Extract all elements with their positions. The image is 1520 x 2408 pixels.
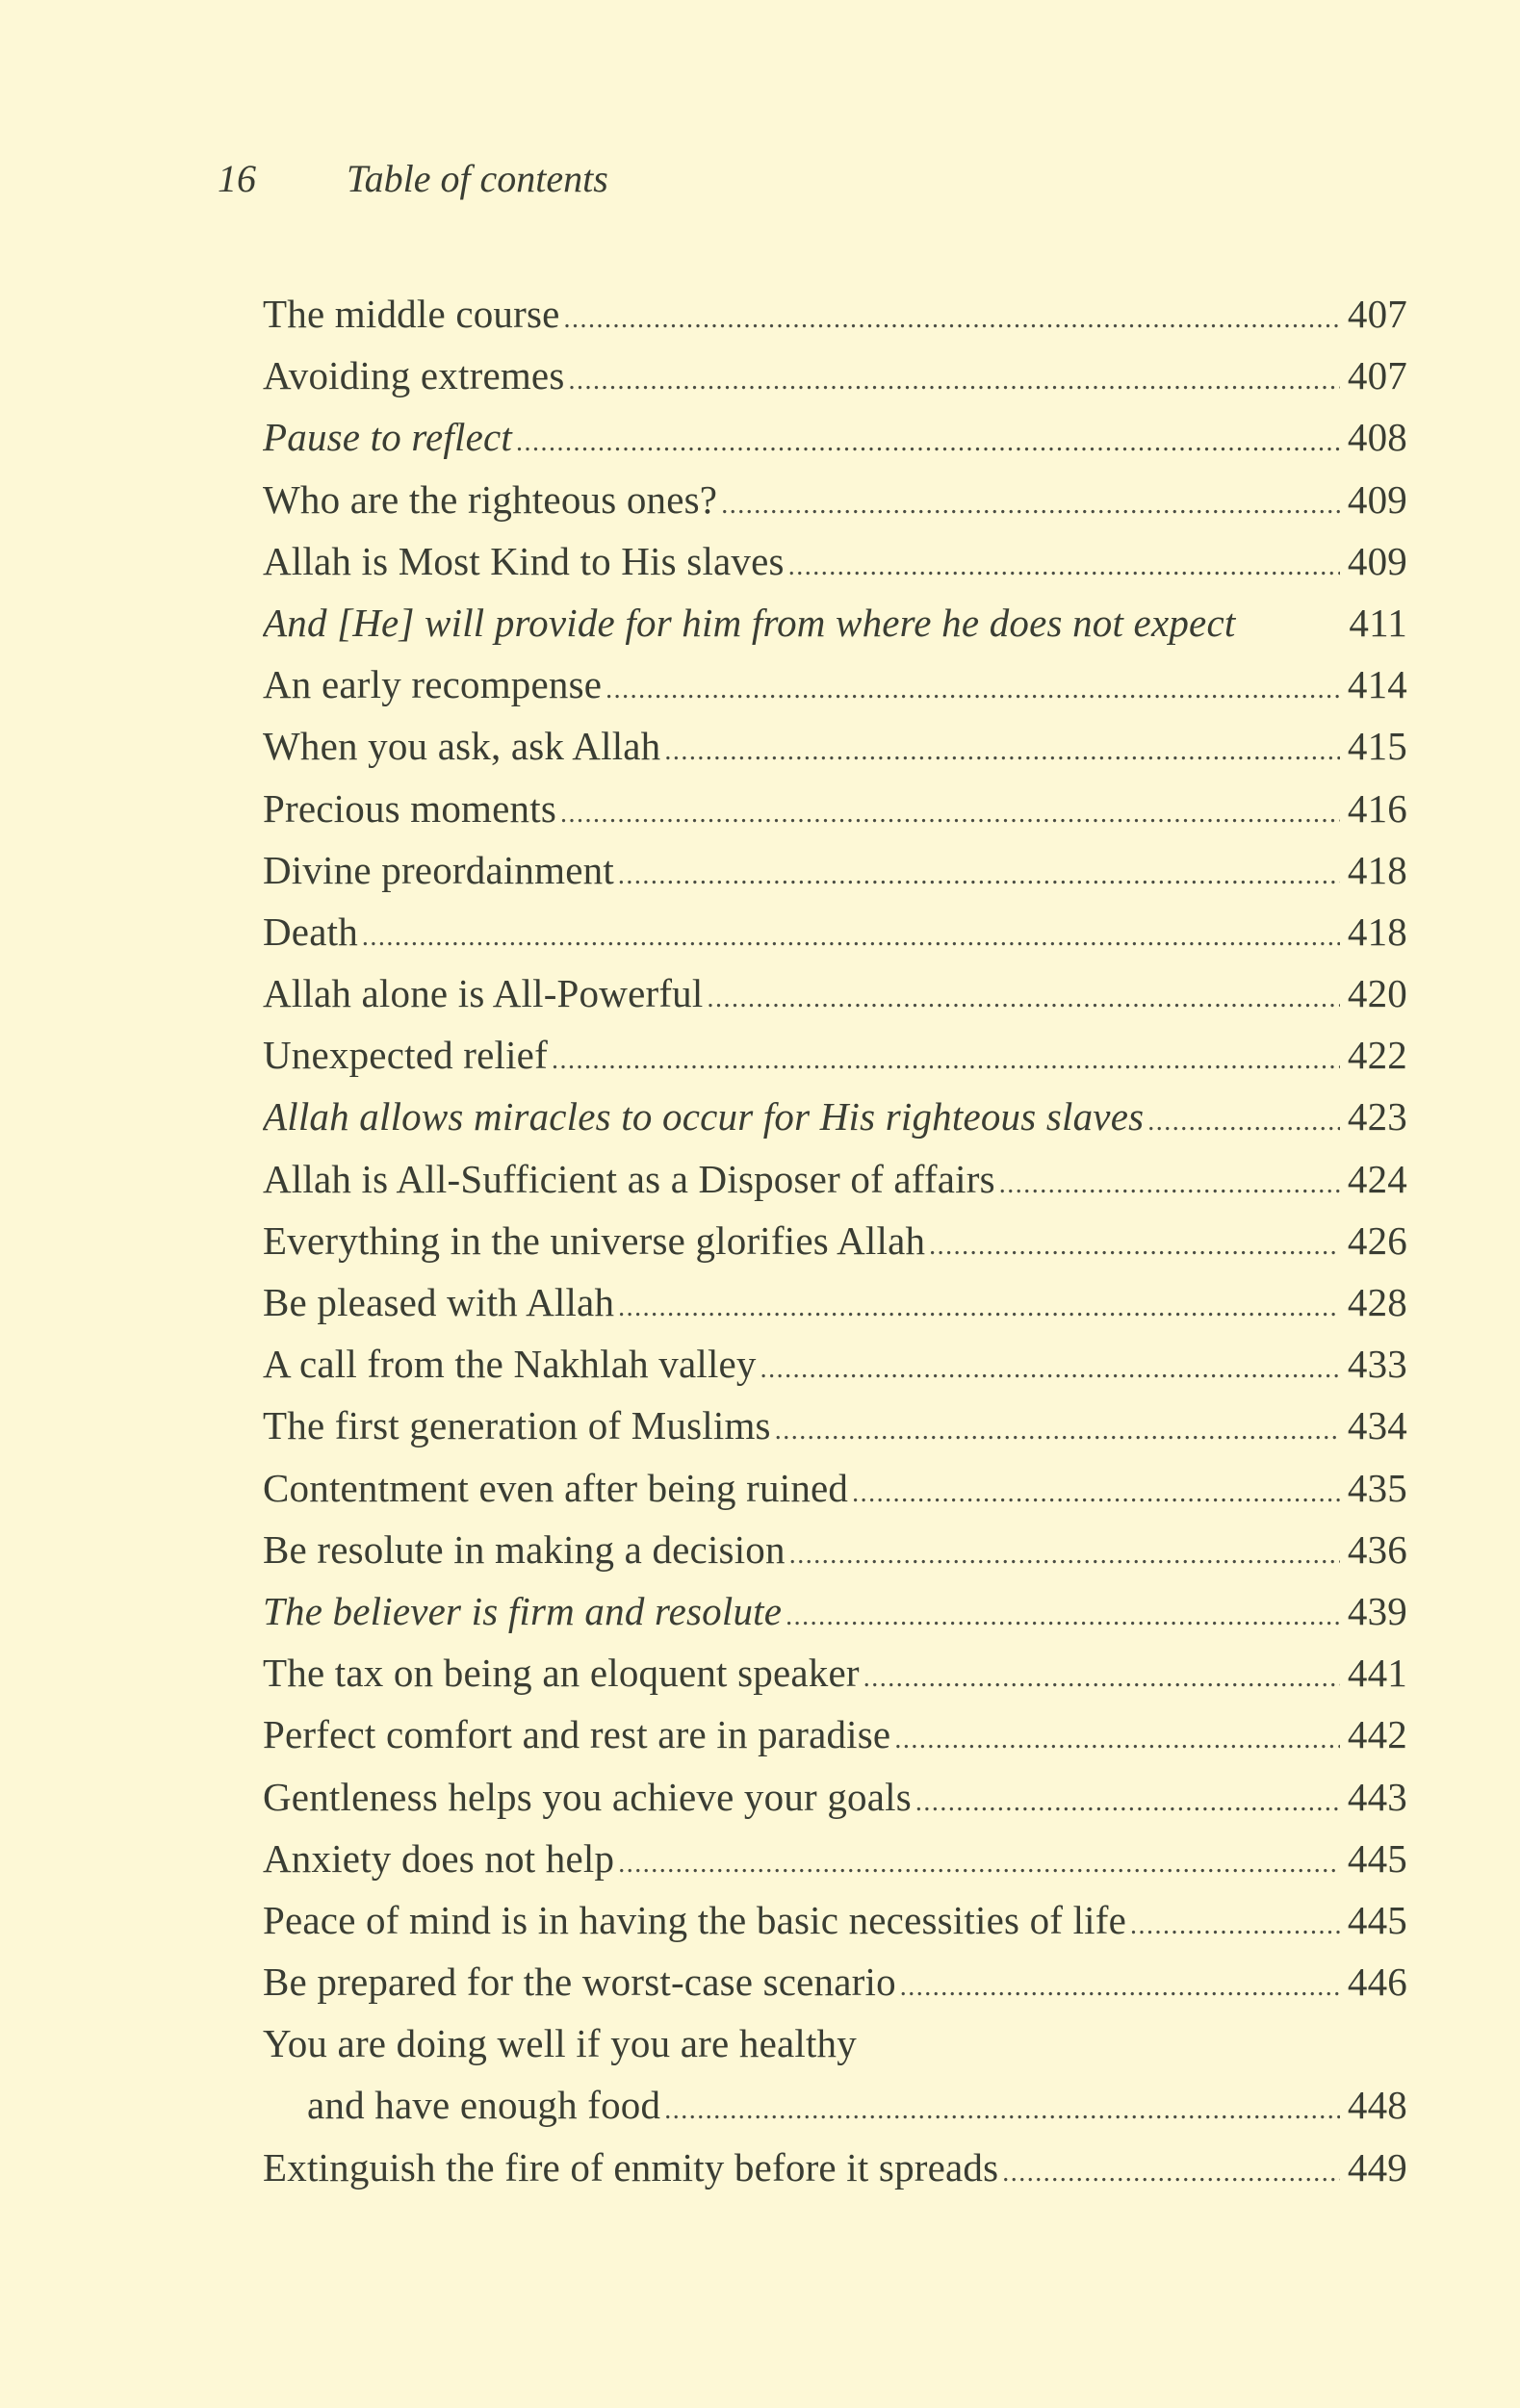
- toc-entry-page: 448: [1347, 2083, 1407, 2128]
- toc-entry[interactable]: [263, 469, 1407, 530]
- dot-leader: [894, 1709, 1340, 1765]
- dot-leader: [568, 350, 1340, 406]
- toc-entry[interactable]: [263, 1766, 1407, 1828]
- toc-entry-title: Extinguish the fire of enmity before it spreads: [263, 2144, 999, 2190]
- toc-entry-page: 445: [1347, 1897, 1407, 1942]
- dot-leader: [516, 412, 1340, 468]
- toc-entry[interactable]: [263, 1457, 1407, 1519]
- toc-entry-page: 443: [1347, 1774, 1407, 1819]
- toc-entry-title: Unexpected relief: [263, 1033, 548, 1078]
- toc-entry[interactable]: [263, 1148, 1407, 1210]
- toc-entry[interactable]: [263, 1333, 1407, 1395]
- dot-leader: [1002, 2142, 1340, 2198]
- toc-entry-title: Anxiety does not help: [263, 1835, 615, 1881]
- dot-leader: [605, 659, 1340, 715]
- toc-entry[interactable]: [263, 345, 1407, 406]
- toc-entry-title: Allah alone is All-Powerful: [263, 971, 704, 1016]
- toc-entry-title: The middle course: [263, 292, 560, 336]
- dot-leader: [560, 783, 1340, 839]
- toc-entry[interactable]: [263, 1271, 1407, 1333]
- toc-entry-page: 414: [1347, 662, 1407, 707]
- toc-entry-title: Avoiding extremes: [263, 353, 565, 398]
- toc-entry-title: The first generation of Muslims: [263, 1403, 771, 1448]
- toc-entry[interactable]: [263, 406, 1407, 468]
- page-number: 16: [218, 157, 256, 200]
- dot-leader: [1130, 1895, 1340, 1951]
- toc-entry-title: An early recompense: [263, 662, 603, 707]
- toc-entry[interactable]: [263, 1828, 1407, 1889]
- toc-entry[interactable]: [263, 839, 1407, 901]
- dot-leader: [664, 721, 1340, 777]
- dot-leader: [789, 1524, 1340, 1580]
- toc-entry[interactable]: [263, 2074, 1407, 2136]
- toc-entry[interactable]: [263, 592, 1407, 653]
- toc-entry-page: 445: [1347, 1835, 1407, 1881]
- toc-entry-title: Perfect comfort and rest are in paradise: [263, 1712, 891, 1757]
- toc-entry-title: The tax on being an eloquent speaker: [263, 1651, 860, 1696]
- toc-entry-page: 418: [1347, 847, 1407, 892]
- dot-leader: [362, 907, 1340, 962]
- dot-leader: [707, 968, 1340, 1024]
- dot-leader: [664, 2080, 1340, 2136]
- dot-leader: [929, 1216, 1340, 1271]
- dot-leader: [900, 1957, 1340, 2012]
- toc-entry[interactable]: [263, 1395, 1407, 1456]
- dot-leader: [552, 1030, 1340, 1086]
- toc-entry-title: Death: [263, 909, 358, 954]
- table-of-contents: [263, 283, 1407, 2198]
- toc-entry-page: 411: [1349, 600, 1407, 645]
- toc-entry-title: Allah is All-Sufficient as a Disposer of affairs: [263, 1156, 995, 1201]
- dot-leader: [618, 845, 1340, 901]
- toc-entry-title: Who are the righteous ones?: [263, 476, 718, 522]
- dot-leader: [999, 1154, 1340, 1210]
- toc-entry-page: 416: [1347, 785, 1407, 831]
- toc-entry[interactable]: [263, 1086, 1407, 1147]
- toc-entry-title: Gentleness helps you achieve your goals: [263, 1774, 912, 1819]
- toc-entry-page: 420: [1347, 971, 1407, 1016]
- toc-entry[interactable]: [263, 283, 1407, 345]
- toc-entry-page: 441: [1347, 1651, 1407, 1696]
- toc-entry-page: 449: [1347, 2144, 1407, 2190]
- toc-entry[interactable]: [263, 962, 1407, 1024]
- toc-entry-page: 428: [1347, 1280, 1407, 1324]
- toc-entry-page: 435: [1347, 1465, 1407, 1510]
- running-header: [218, 152, 608, 206]
- toc-entry[interactable]: [263, 2012, 1407, 2074]
- dot-leader: [721, 474, 1340, 530]
- toc-entry-title: and have enough food: [307, 2083, 661, 2128]
- dot-leader: [760, 1339, 1340, 1395]
- toc-entry[interactable]: [263, 530, 1407, 592]
- toc-entry-title: Be pleased with Allah: [263, 1280, 615, 1324]
- toc-entry-page: 442: [1347, 1712, 1407, 1757]
- toc-entry-title: Contentment even after being ruined: [263, 1465, 849, 1510]
- toc-entry-page: 424: [1347, 1156, 1407, 1201]
- toc-entry-page: 439: [1347, 1588, 1407, 1633]
- toc-entry[interactable]: [263, 653, 1407, 715]
- toc-entry-title: Be resolute in making a decision: [263, 1526, 786, 1572]
- dot-leader: [915, 1772, 1340, 1828]
- toc-entry-page: 426: [1347, 1217, 1407, 1263]
- toc-entry[interactable]: [263, 715, 1407, 777]
- toc-entry[interactable]: [263, 1210, 1407, 1271]
- toc-entry-page: 423: [1347, 1094, 1407, 1140]
- toc-entry-title: When you ask, ask Allah: [263, 724, 661, 769]
- toc-entry-page: 409: [1347, 476, 1407, 522]
- toc-entry-page: 415: [1347, 724, 1407, 769]
- toc-entry[interactable]: [263, 1704, 1407, 1765]
- toc-entry-title: You are doing well if you are healthy: [263, 2021, 857, 2066]
- toc-entry-title: A call from the Nakhlah valley: [263, 1342, 757, 1387]
- dot-leader: [564, 289, 1340, 345]
- toc-entry[interactable]: [263, 1951, 1407, 2012]
- toc-entry-title: The believer is firm and resolute: [263, 1588, 783, 1633]
- dot-leader: [775, 1400, 1340, 1456]
- running-title: Table of contents: [347, 157, 608, 200]
- toc-entry-page: 434: [1347, 1403, 1407, 1448]
- toc-entry-page: 446: [1347, 1960, 1407, 2005]
- toc-entry-title: Divine preordainment: [263, 847, 614, 892]
- dot-leader: [786, 1586, 1340, 1642]
- toc-entry-page: 408: [1347, 415, 1407, 460]
- toc-entry-title: Peace of mind is in having the basic necessities of life: [263, 1897, 1127, 1942]
- toc-entry-page: 407: [1347, 353, 1407, 398]
- toc-entry[interactable]: [263, 1889, 1407, 1951]
- toc-entry[interactable]: [263, 2137, 1407, 2198]
- toc-entry-title: Precious moments: [263, 785, 556, 831]
- toc-entry[interactable]: [263, 1642, 1407, 1704]
- toc-entry[interactable]: [263, 778, 1407, 839]
- toc-entry-title: And [He] will provide for him from where he does not expect: [263, 600, 1236, 645]
- toc-entry-page: 433: [1347, 1342, 1407, 1387]
- toc-entry-title: Be prepared for the worst-case scenario: [263, 1960, 896, 2005]
- toc-entry-page: 422: [1347, 1033, 1407, 1078]
- toc-entry-title: Allah is Most Kind to His slaves: [263, 538, 785, 583]
- dot-leader: [618, 1833, 1340, 1889]
- toc-entry-title: Allah allows miracles to occur for His righteous slaves: [263, 1094, 1145, 1140]
- dot-leader: [863, 1648, 1340, 1704]
- toc-entry[interactable]: [263, 1024, 1407, 1086]
- dot-leader: [852, 1463, 1340, 1519]
- toc-entry-page: 436: [1347, 1526, 1407, 1572]
- toc-entry-page: 407: [1347, 292, 1407, 336]
- dot-leader: [788, 536, 1340, 592]
- toc-entry-page: 418: [1347, 909, 1407, 954]
- toc-entry-title: Everything in the universe glorifies Allah: [263, 1217, 926, 1263]
- toc-entry-page: 409: [1347, 538, 1407, 583]
- toc-entry-title: Pause to reflect: [263, 415, 512, 460]
- dot-leader: [618, 1277, 1340, 1333]
- dot-leader: [1147, 1091, 1340, 1147]
- toc-entry[interactable]: [263, 1580, 1407, 1642]
- toc-entry[interactable]: [263, 1519, 1407, 1580]
- toc-entry[interactable]: [263, 901, 1407, 962]
